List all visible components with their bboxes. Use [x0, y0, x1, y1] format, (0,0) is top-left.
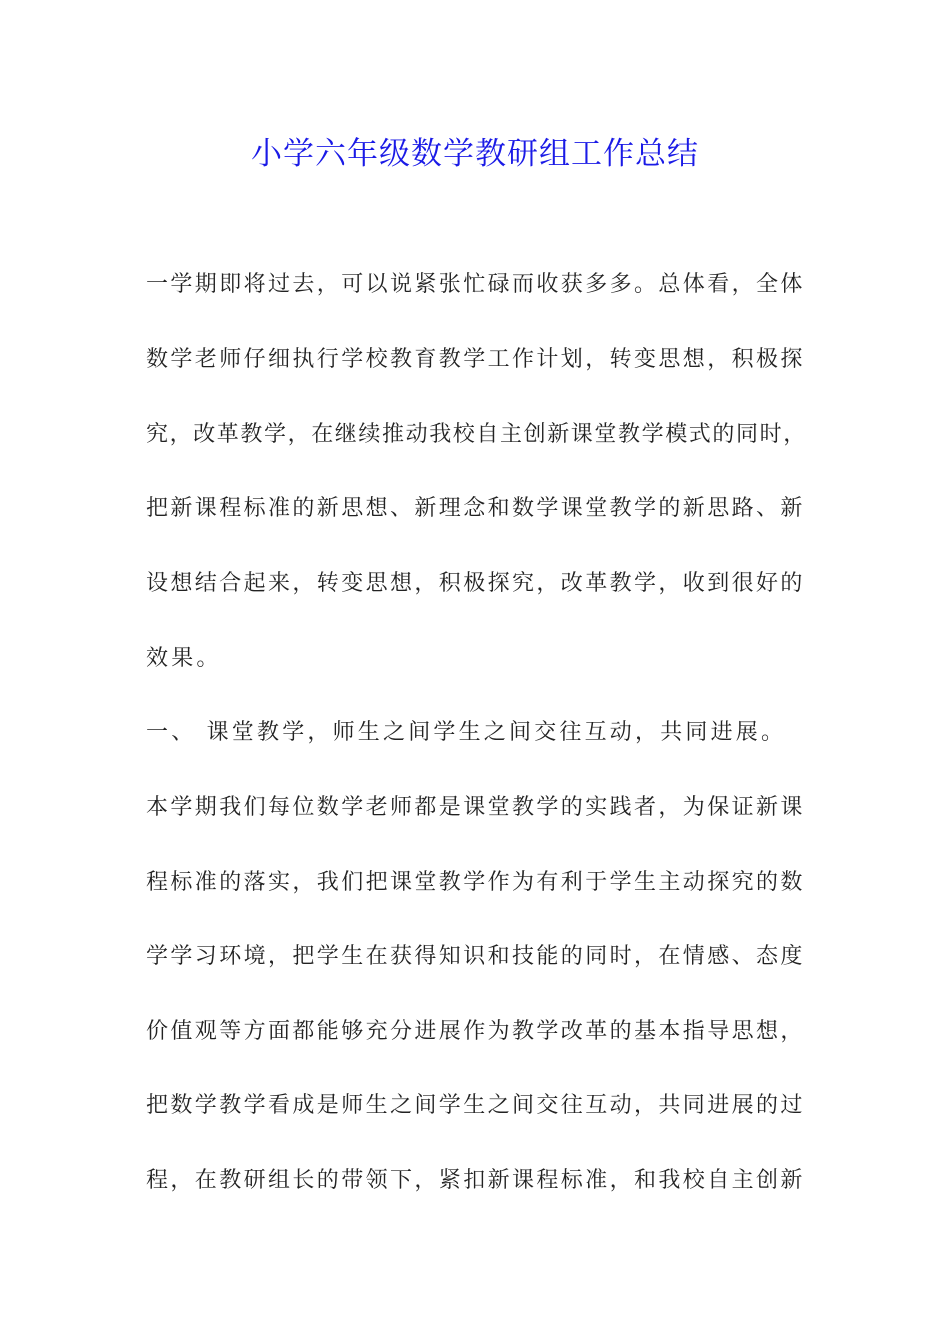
body-line-4: 把新课程标准的新思想、新理念和数学课堂教学的新思路、新: [146, 496, 805, 521]
document-title: 小学六年级数学教研组工作总结: [251, 136, 699, 172]
body-line-10: 价值观等方面都能够充分进展作为教学改革的基本指导思想，: [146, 1019, 805, 1044]
body-line-7: 本学期我们每位数学老师都是课堂教学的实践者，为保证新课: [146, 795, 805, 820]
body-line-2: 数学老师仔细执行学校教育教学工作计划，转变思想，积极探: [146, 347, 805, 372]
body-line-9: 学学习环境，把学生在获得知识和技能的同时，在情感、态度: [146, 944, 805, 969]
body-line-5: 设想结合起来，转变思想，积极探究，改革教学，收到很好的: [146, 571, 805, 596]
body-line-12: 程，在教研组长的带领下，紧扣新课程标准，和我校自主创新: [146, 1168, 805, 1193]
section-heading-1: 一、 课堂教学，师生之间学生之间交往互动，共同进展。: [146, 720, 787, 745]
body-line-3: 究，改革教学，在继续推动我校自主创新课堂教学模式的同时，: [146, 422, 807, 447]
body-line-1: 一学期即将过去，可以说紧张忙碌而收获多多。总体看，全体: [146, 272, 805, 297]
body-line-6: 效果。: [146, 646, 222, 671]
body-line-11: 把数学教学看成是师生之间学生之间交往互动，共同进展的过: [146, 1093, 805, 1118]
body-line-8: 程标准的落实，我们把课堂教学作为有利于学生主动探究的数: [146, 870, 805, 895]
